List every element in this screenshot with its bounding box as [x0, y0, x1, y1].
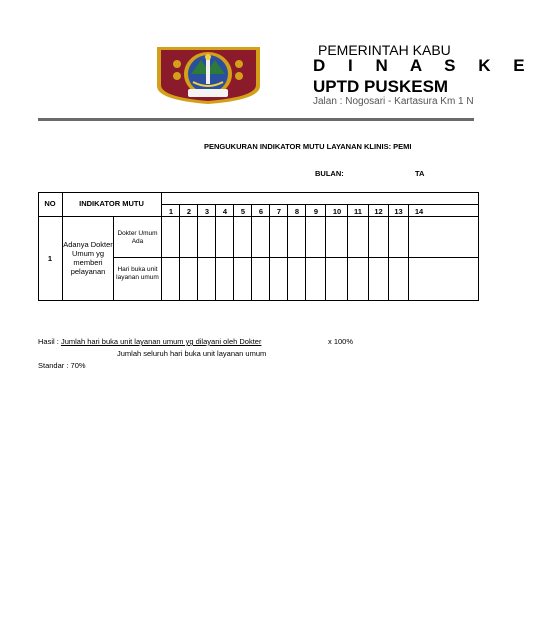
letterhead [0, 0, 534, 120]
formula-numerator: Jumlah hari buka unit layanan umum yg dilayani oleh Dokter [60, 337, 262, 346]
tahun-label: TA [415, 169, 425, 178]
day-header: 5 [240, 207, 246, 216]
indicator-table [38, 192, 474, 302]
row-number: 1 [47, 254, 53, 263]
day-header: 14 [414, 207, 424, 216]
sub-indicator-denominator: Hari buka unit layanan umum [116, 266, 159, 281]
day-header: 13 [394, 207, 403, 216]
col-header-indikator: INDIKATOR MUTU [79, 199, 144, 208]
col-header-no: NO [44, 199, 56, 208]
sub-indicator-numerator: Dokter Umum Ada [117, 230, 158, 245]
day-header: 2 [186, 207, 192, 216]
day-header: 10 [332, 207, 342, 216]
formula-denominator: Jumlah seluruh hari buka unit layanan umum [117, 349, 267, 358]
day-header: 1 [168, 207, 174, 216]
hasil-formula [38, 337, 261, 346]
header-divider [38, 118, 474, 121]
day-header: 7 [276, 207, 282, 216]
letterhead-address: Jalan : Nogosari - Kartasura Km 1 N [313, 96, 474, 107]
day-header: 12 [374, 207, 383, 216]
document-title: PENGUKURAN INDIKATOR MUTU LAYANAN KLINIS: PEMI [204, 142, 412, 151]
indicator-name: Adanya Dokter Umum yg memberi pelayanan [63, 240, 113, 276]
standard-value: Standar : 70% [38, 361, 86, 370]
day-header: 4 [222, 207, 228, 216]
day-header: 11 [354, 207, 362, 216]
day-header: 9 [313, 207, 319, 216]
bulan-label: BULAN: [315, 169, 344, 178]
day-header: 8 [294, 207, 300, 216]
letterhead-line2: D I N A S K E [313, 56, 534, 75]
hasil-label: Hasil : [38, 337, 59, 346]
letterhead-line1: PEMERINTAH KABU [318, 42, 451, 58]
day-header: 3 [204, 207, 210, 216]
day-header: 6 [258, 207, 264, 216]
letterhead-line3: UPTD PUSKESM [313, 77, 449, 96]
formula-multiplier: x 100% [328, 337, 354, 346]
